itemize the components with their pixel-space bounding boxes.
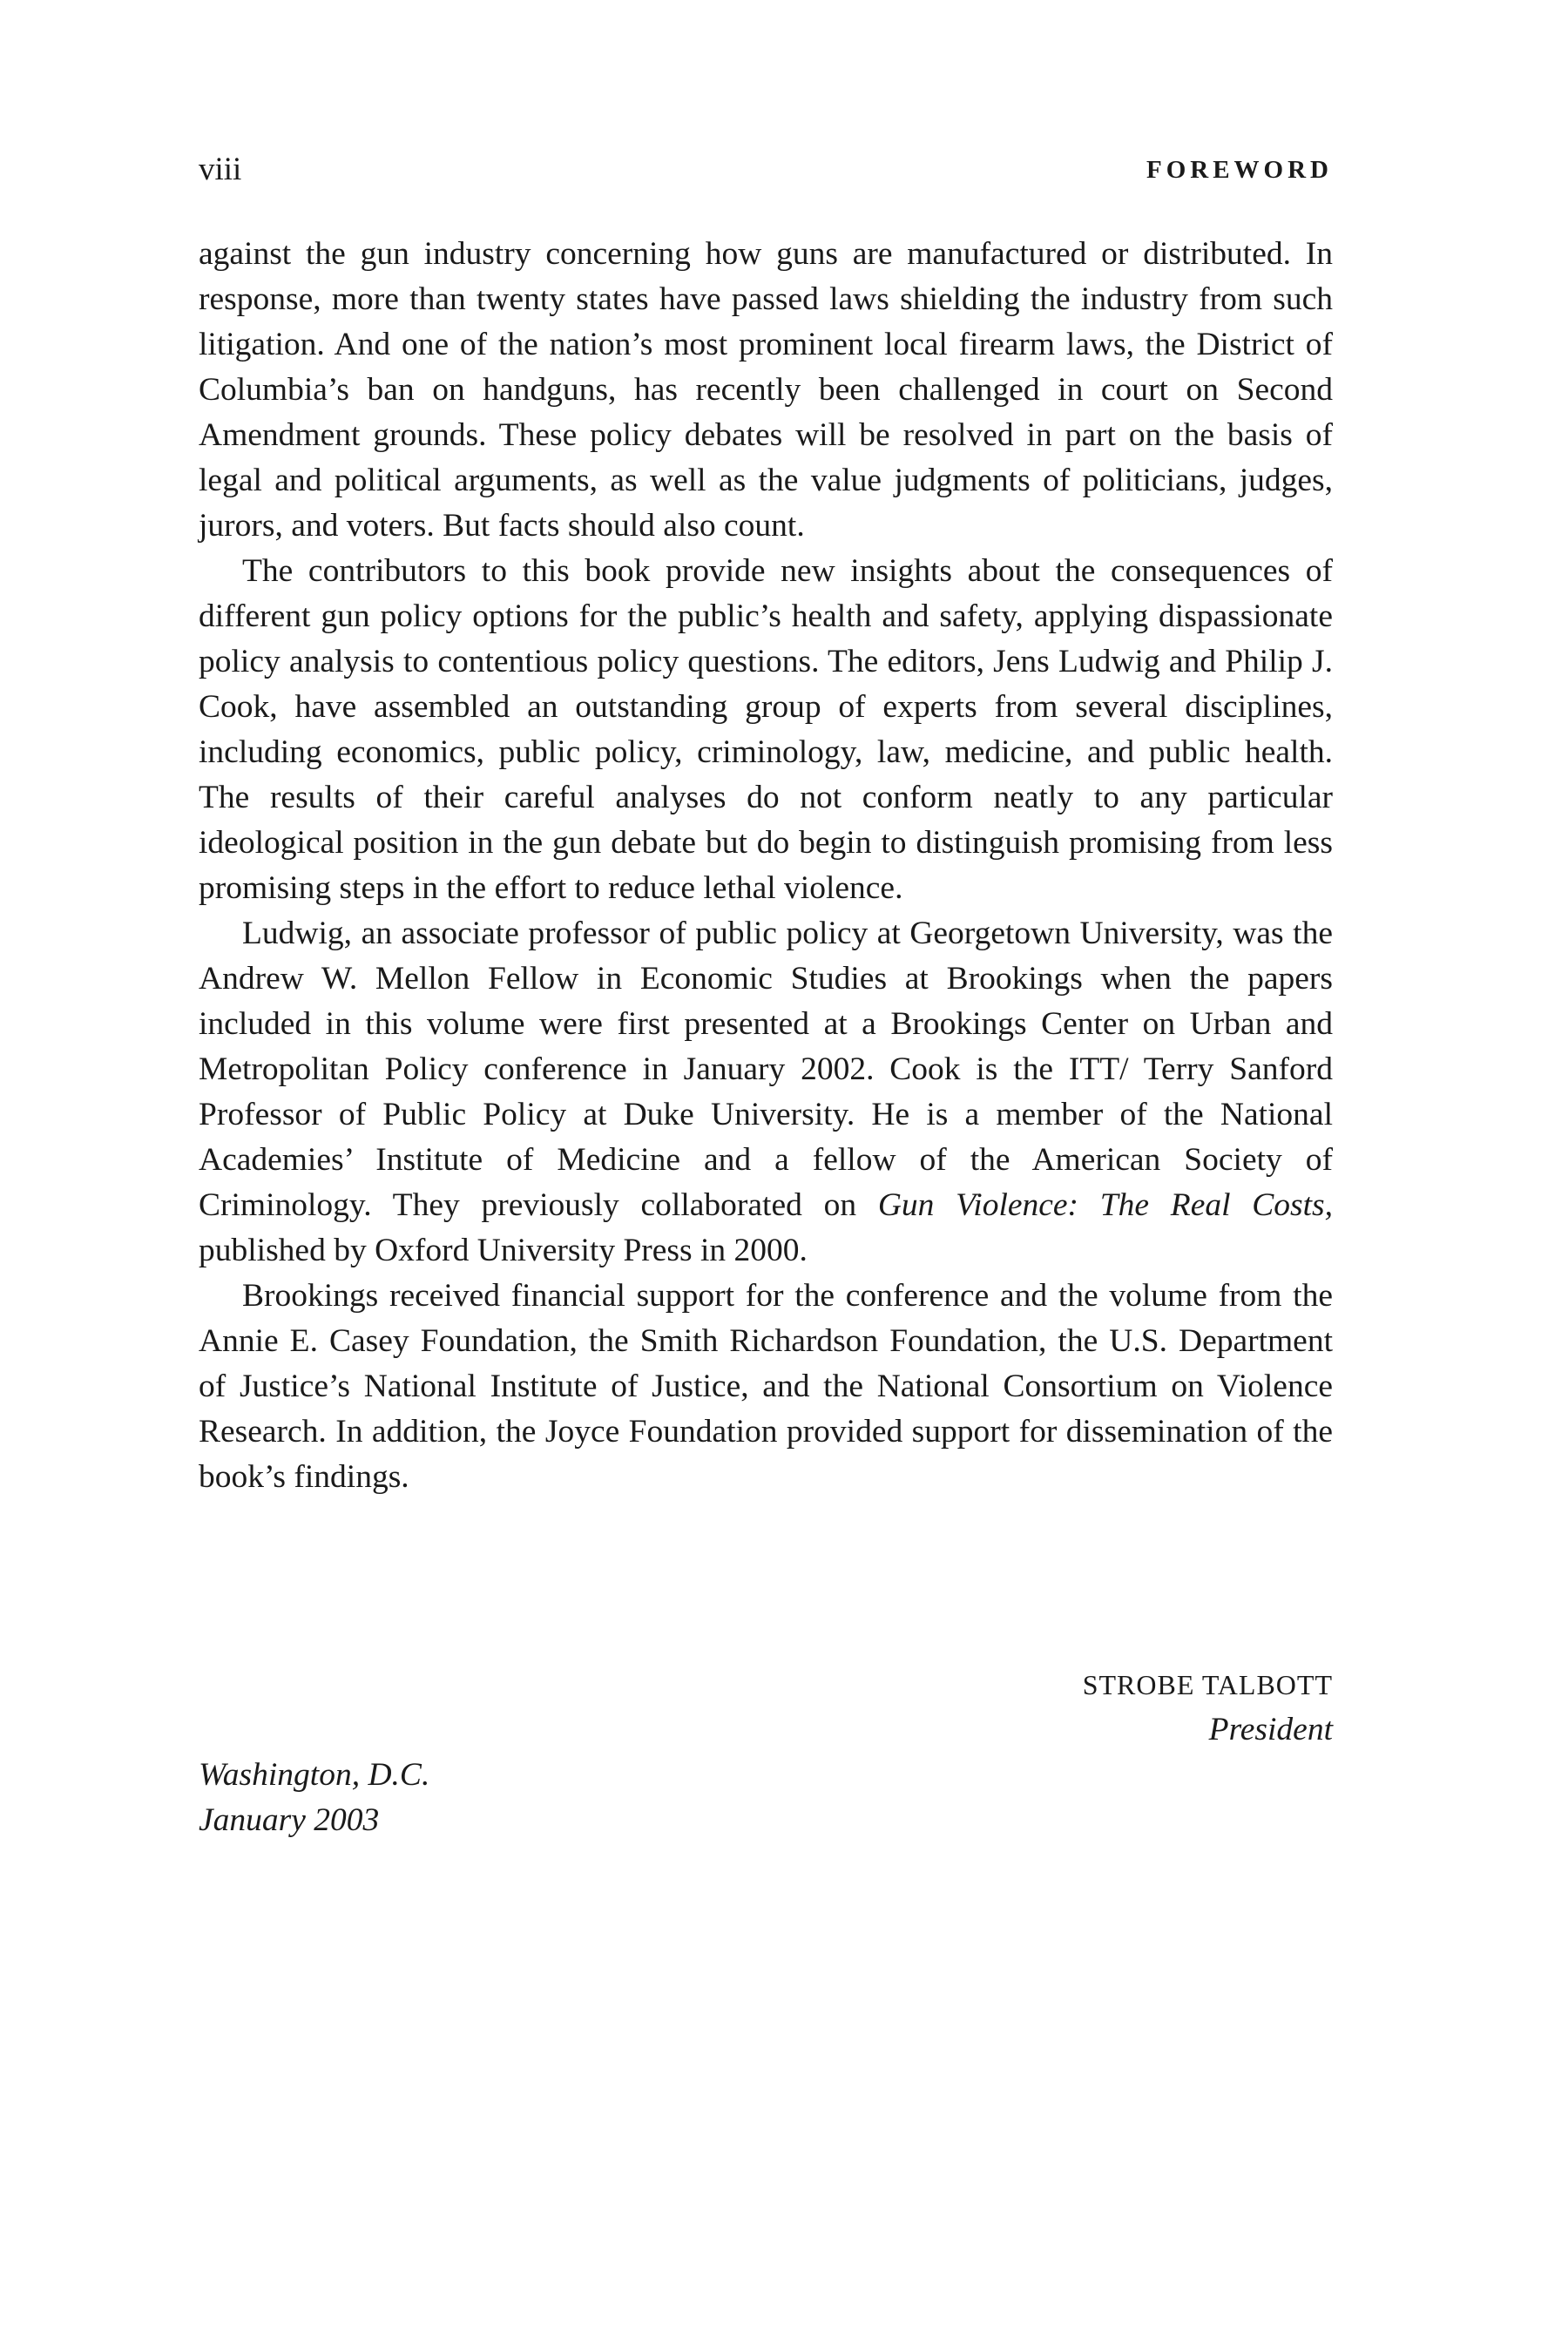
running-head [199, 148, 1333, 192]
signature-block [1083, 1662, 1333, 1753]
paragraph-contributors: The contributors to this book provide new insights about the consequences of different gun policy options for the public’s health and safety, applying dispassionate policy analysis to contentious policy questions. The editors, Jens Ludwig and Philip J. Cook, have assembled an outstanding group of experts from several disciplines, including economics, public policy, criminology, law, medicine, and public health. The results of their careful analyses do not conform neatly to any particular ideological position in the gun debate but do begin to distinguish promising from less promising steps in the effort to reduce lethal violence. [199, 553, 1333, 906]
foreword-body [199, 232, 1333, 1500]
section-title: FOREWORD [1146, 156, 1333, 184]
paragraph-litigation: against the gun industry concerning how guns are manufactured or distributed. In response, more than twenty states have passed laws shielding the industry from such litigation. And one of the nation’s most prominent local firearm laws, the District of Columbia’s ban on handguns, has recently been challenged in court on Second Amendment grounds. These policy debates will be resolved in part on the basis of legal and political arguments, as well as the value judgments of politicians, judges, jurors, and voters. But facts should also count. [199, 236, 1333, 544]
signer-title: President [1208, 1712, 1333, 1747]
paragraph-funding: Brookings received financial support for the conference and the volume from the Annie E. Casey Foundation, the Smith Richardson Foundation, the U.S. Department of Justice’s National Institute of Justice, and the National Consortium on Violence Research. In addition, the Joyce Foundation provided support for dissemination of the book’s findings. [199, 1278, 1333, 1495]
signer-name: STROBE TALBOTT [1082, 1669, 1333, 1700]
dateline-date: January 2003 [199, 1802, 380, 1838]
editors-bio-text: Ludwig, an associate professor of public policy at Georgetown University, was the Andrew W. Mellon Fellow in Economic Studies at Brookings when the papers included in this volume were first presented at a Brookings Center on Urban and Metropolitan Policy conference in January 2002. Cook is the ITT/ Terry Sanford Professor of Public Policy at Duke University. He is a member of the National Academies’ Institute of Medicine and a fellow of the American Society of Criminology. They previously collaborated on [199, 916, 1333, 1223]
paragraph-editors-bio [199, 911, 1333, 1274]
dateline [199, 1753, 429, 1843]
dateline-place: Washington, D.C. [199, 1757, 430, 1793]
editors-bio-text-end: published by Oxford University Press in 2000. [199, 1233, 808, 1268]
page-number: viii [199, 152, 242, 187]
book-title: Gun Violence: The Real Costs, [877, 1187, 1333, 1223]
